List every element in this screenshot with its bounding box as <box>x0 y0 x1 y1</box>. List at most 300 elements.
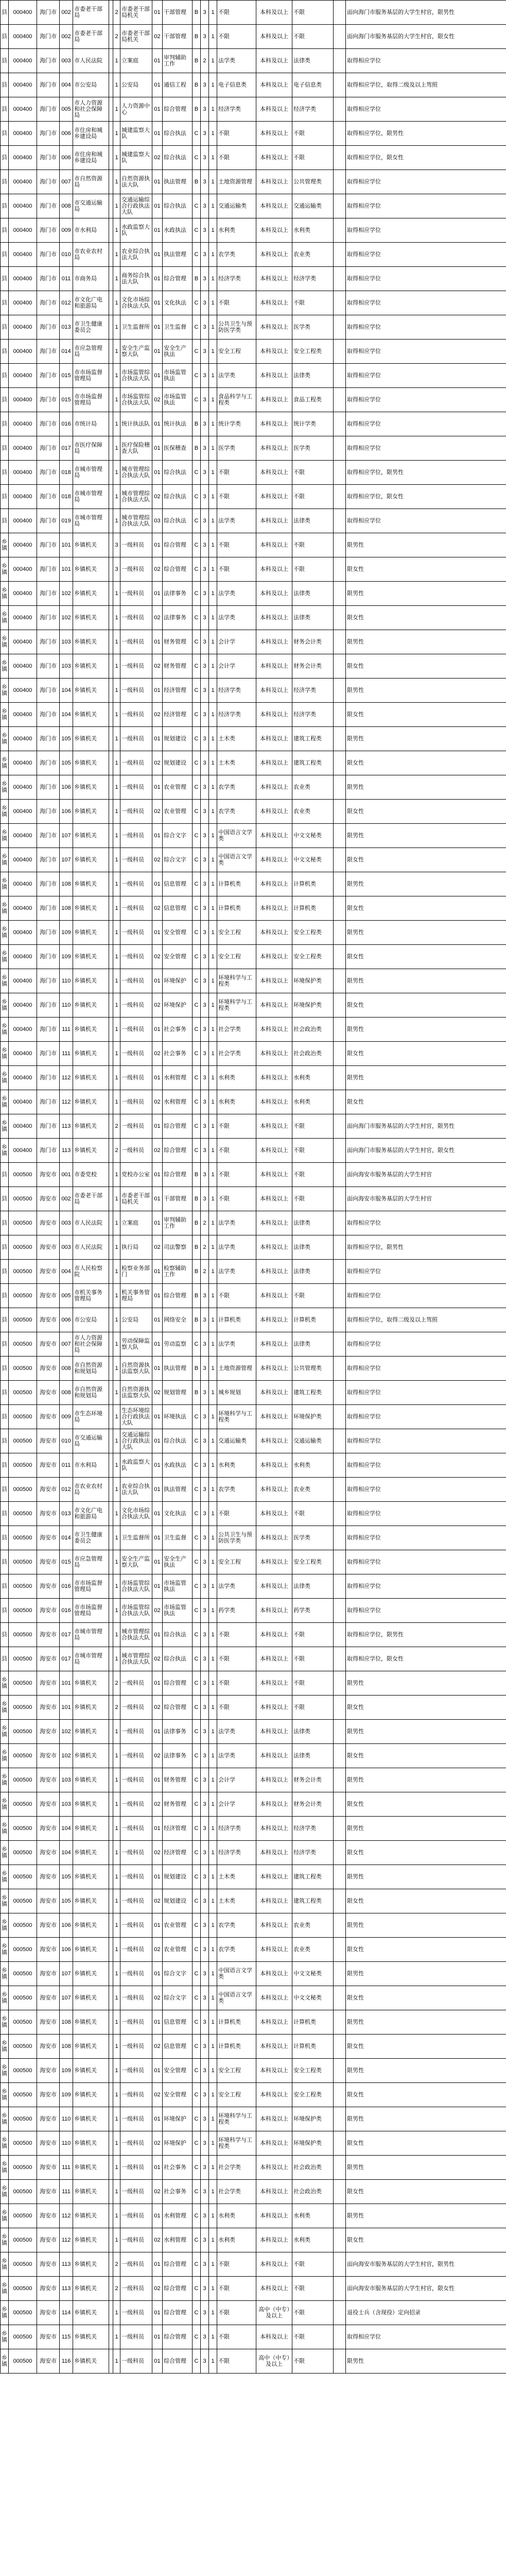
cell-major: 环境科学与工程类 <box>217 969 256 993</box>
cell-notes: 限男性 <box>346 1671 506 1696</box>
cell-education: 本科及以上 <box>256 1744 292 1768</box>
cell-unit-code: 108 <box>60 2010 73 2035</box>
cell-post-category: 水利管理 <box>163 1090 193 1114</box>
cell-major: 社会学类 <box>217 1018 256 1042</box>
cell-level: 县 <box>1 1526 9 1550</box>
cell-unit-code: 010 <box>60 243 73 267</box>
cell-unit-name: 市市场监督管理局 <box>73 364 109 388</box>
cell-city: 海门市 <box>37 436 60 461</box>
cell-num: 1 <box>209 2228 217 2252</box>
cell-unit-type <box>109 1163 113 1187</box>
cell-other <box>334 1429 346 1453</box>
cell-major-category: 法律类 <box>292 509 334 533</box>
cell-education: 本科及以上 <box>256 1381 292 1405</box>
cell-post-category: 综合管理 <box>163 533 193 557</box>
cell-unit-code: 016 <box>60 412 73 436</box>
cell-major: 不限 <box>217 1647 256 1671</box>
cell-ratio: 3 <box>201 2228 209 2252</box>
cell-num: 1 <box>209 1792 217 1817</box>
cell-unit-type <box>109 1817 113 1841</box>
cell-city: 海安市 <box>37 1405 60 1429</box>
cell-other <box>334 1913 346 1938</box>
cell-unit-name: 乡镇机关 <box>73 1066 109 1090</box>
cell-unit-code: 104 <box>60 679 73 703</box>
cell-post-count: 1 <box>113 1599 120 1623</box>
cell-major: 法学类 <box>217 606 256 630</box>
cell-level: 乡镇 <box>1 703 9 727</box>
cell-post-count: 1 <box>113 679 120 703</box>
cell-post-code: 02 <box>152 654 163 679</box>
cell-post-category: 综合管理 <box>163 1114 193 1139</box>
cell-post-category: 财务管理 <box>163 654 193 679</box>
cell-post-code: 01 <box>152 2107 163 2131</box>
cell-post-count: 1 <box>113 1187 120 1211</box>
cell-exam-type: C <box>193 630 201 654</box>
cell-major: 农学类 <box>217 1478 256 1502</box>
cell-post-category: 安全管理 <box>163 945 193 969</box>
cell-unit-name: 乡镇机关 <box>73 2325 109 2349</box>
cell-unit-type <box>109 461 113 485</box>
cell-post-name: 城建监察大队 <box>120 122 152 146</box>
cell-unit-type <box>109 25 113 49</box>
cell-exam-type: C <box>193 1865 201 1889</box>
cell-ratio: 3 <box>201 267 209 291</box>
cell-other <box>334 1502 346 1526</box>
cell-education: 本科及以上 <box>256 97 292 122</box>
cell-exam-type: C <box>193 1405 201 1429</box>
cell-dept-code: 000500 <box>9 1647 37 1671</box>
cell-ratio: 3 <box>201 340 209 364</box>
cell-notes: 取得相应学位 <box>346 1260 506 1284</box>
cell-notes: 取得相应学位 <box>346 1453 506 1478</box>
cell-post-count: 1 <box>113 606 120 630</box>
cell-post-name: 水政监察大队 <box>120 1453 152 1478</box>
cell-unit-name: 乡镇机关 <box>73 606 109 630</box>
cell-unit-code: 011 <box>60 267 73 291</box>
cell-notes: 取得相应学位 <box>346 194 506 218</box>
cell-major: 不限 <box>217 1502 256 1526</box>
cell-major: 水利类 <box>217 1066 256 1090</box>
cell-post-count: 1 <box>113 49 120 73</box>
cell-unit-type <box>109 2228 113 2252</box>
cell-ratio: 3 <box>201 1720 209 1744</box>
cell-city: 海门市 <box>37 848 60 872</box>
cell-notes: 取得相应学位 <box>346 1381 506 1405</box>
cell-major-category: 交通运输类 <box>292 194 334 218</box>
cell-notes: 取得相应学位 <box>346 364 506 388</box>
cell-notes: 限女性 <box>346 945 506 969</box>
table-row <box>1 800 506 824</box>
cell-post-count: 1 <box>113 1574 120 1599</box>
cell-city: 海安市 <box>37 2010 60 2035</box>
cell-ratio: 3 <box>201 2131 209 2156</box>
cell-ratio: 3 <box>201 461 209 485</box>
cell-unit-type <box>109 800 113 824</box>
cell-post-name: 一级科员 <box>120 775 152 800</box>
cell-post-name: 市委老干部局机关 <box>120 25 152 49</box>
table-row <box>1 2107 506 2131</box>
cell-post-code: 02 <box>152 485 163 509</box>
cell-dept-code: 000400 <box>9 1018 37 1042</box>
cell-num: 1 <box>209 1018 217 1042</box>
cell-post-category: 综合执法 <box>163 1429 193 1453</box>
cell-education: 本科及以上 <box>256 1962 292 1986</box>
cell-city: 海安市 <box>37 1696 60 1720</box>
cell-unit-name: 市住房和城乡建设局 <box>73 146 109 170</box>
cell-post-count: 1 <box>113 267 120 291</box>
table-row <box>1 824 506 848</box>
cell-other <box>334 533 346 557</box>
cell-unit-name: 乡镇机关 <box>73 1768 109 1792</box>
cell-level: 县 <box>1 73 9 97</box>
cell-post-code: 01 <box>152 267 163 291</box>
cell-post-name: 一级科员 <box>120 1986 152 2010</box>
cell-num: 1 <box>209 679 217 703</box>
cell-post-category: 规划建设 <box>163 1865 193 1889</box>
cell-post-count: 1 <box>113 1405 120 1429</box>
table-row <box>1 2180 506 2204</box>
cell-other <box>334 1018 346 1042</box>
cell-unit-code: 012 <box>60 1478 73 1502</box>
cell-exam-type: C <box>193 1938 201 1962</box>
cell-unit-name: 乡镇机关 <box>73 1671 109 1696</box>
cell-education: 本科及以上 <box>256 2107 292 2131</box>
table-row <box>1 1090 506 1114</box>
cell-exam-type: B <box>193 1235 201 1260</box>
cell-unit-code: 007 <box>60 1332 73 1357</box>
cell-other <box>334 1962 346 1986</box>
cell-exam-type: C <box>193 606 201 630</box>
cell-num: 1 <box>209 969 217 993</box>
cell-unit-name: 市水利局 <box>73 1453 109 1478</box>
cell-other <box>334 1284 346 1308</box>
cell-post-name: 一级科员 <box>120 993 152 1018</box>
cell-unit-type <box>109 1913 113 1938</box>
cell-dept-code: 000400 <box>9 1 37 25</box>
table-row <box>1 1332 506 1357</box>
cell-unit-type <box>109 2059 113 2083</box>
cell-notes: 取得相应学位 <box>346 1405 506 1429</box>
cell-num: 1 <box>209 1066 217 1090</box>
cell-level: 乡镇 <box>1 2131 9 2156</box>
cell-num: 1 <box>209 1090 217 1114</box>
cell-unit-code: 106 <box>60 1913 73 1938</box>
cell-city: 海安市 <box>37 1938 60 1962</box>
cell-unit-name: 乡镇机关 <box>73 775 109 800</box>
cell-city: 海安市 <box>37 2180 60 2204</box>
cell-post-count: 1 <box>113 1018 120 1042</box>
cell-exam-type: C <box>193 2277 201 2301</box>
cell-unit-name: 乡镇机关 <box>73 557 109 582</box>
cell-major: 法学类 <box>217 1260 256 1284</box>
cell-exam-type: C <box>193 1817 201 1841</box>
cell-city: 海门市 <box>37 73 60 97</box>
cell-other <box>334 945 346 969</box>
cell-education: 本科及以上 <box>256 775 292 800</box>
cell-ratio: 3 <box>201 751 209 775</box>
cell-education: 本科及以上 <box>256 218 292 243</box>
cell-dept-code: 000500 <box>9 2180 37 2204</box>
cell-dept-code: 000500 <box>9 1962 37 1986</box>
cell-dept-code: 000500 <box>9 1696 37 1720</box>
cell-unit-type <box>109 1720 113 1744</box>
cell-notes: 限男性 <box>346 1817 506 1841</box>
table-row <box>1 1962 506 1986</box>
cell-major: 水利类 <box>217 2204 256 2228</box>
cell-ratio: 3 <box>201 1114 209 1139</box>
cell-num: 1 <box>209 872 217 896</box>
cell-other <box>334 1453 346 1478</box>
cell-post-category: 社会事务 <box>163 1042 193 1066</box>
cell-notes: 取得相应学位，限女性 <box>346 485 506 509</box>
cell-city: 海门市 <box>37 122 60 146</box>
cell-level: 县 <box>1 1284 9 1308</box>
cell-dept-code: 000400 <box>9 703 37 727</box>
cell-post-name: 一级科员 <box>120 1090 152 1114</box>
cell-exam-type: B <box>193 1308 201 1332</box>
cell-other <box>334 1 346 25</box>
cell-post-category: 信息管理 <box>163 896 193 921</box>
cell-education: 本科及以上 <box>256 509 292 533</box>
cell-level: 县 <box>1 1647 9 1671</box>
cell-post-count: 1 <box>113 146 120 170</box>
cell-other <box>334 1235 346 1260</box>
cell-unit-code: 104 <box>60 1817 73 1841</box>
cell-post-category: 通信工程 <box>163 73 193 97</box>
cell-education: 本科及以上 <box>256 654 292 679</box>
cell-major: 社会学类 <box>217 2156 256 2180</box>
cell-other <box>334 291 346 315</box>
cell-notes: 限女性 <box>346 1841 506 1865</box>
cell-major-category: 中文文秘类 <box>292 1962 334 1986</box>
cell-education: 本科及以上 <box>256 2325 292 2349</box>
table-row <box>1 1381 506 1405</box>
cell-post-code: 02 <box>152 1938 163 1962</box>
table-row <box>1 896 506 921</box>
cell-unit-code: 103 <box>60 1792 73 1817</box>
cell-exam-type: C <box>193 533 201 557</box>
cell-major-category: 不限 <box>292 2349 334 2374</box>
cell-major-category: 环境保护类 <box>292 969 334 993</box>
cell-ratio: 3 <box>201 703 209 727</box>
cell-post-code: 01 <box>152 1865 163 1889</box>
cell-level: 县 <box>1 122 9 146</box>
cell-exam-type: C <box>193 1478 201 1502</box>
cell-notes: 取得相应学位，限男性 <box>346 1623 506 1647</box>
cell-major: 统计学类 <box>217 412 256 436</box>
cell-major: 不限 <box>217 146 256 170</box>
cell-num: 1 <box>209 2301 217 2325</box>
cell-major: 交通运输类 <box>217 1429 256 1453</box>
table-row <box>1 1550 506 1574</box>
cell-major: 农学类 <box>217 775 256 800</box>
cell-unit-code: 006 <box>60 1308 73 1332</box>
cell-ratio: 3 <box>201 1 209 25</box>
cell-post-code: 01 <box>152 1114 163 1139</box>
cell-city: 海安市 <box>37 1211 60 1235</box>
cell-unit-code: 109 <box>60 921 73 945</box>
cell-post-count: 1 <box>113 461 120 485</box>
cell-level: 乡镇 <box>1 2349 9 2374</box>
cell-post-name: 一级科员 <box>120 2059 152 2083</box>
table-row <box>1 1284 506 1308</box>
cell-major-category: 环境保护类 <box>292 993 334 1018</box>
cell-post-category: 安全生产执法 <box>163 340 193 364</box>
cell-ratio: 3 <box>201 1889 209 1913</box>
cell-city: 海门市 <box>37 218 60 243</box>
cell-num: 1 <box>209 1647 217 1671</box>
cell-city: 海门市 <box>37 557 60 582</box>
cell-post-name: 城建监察大队 <box>120 146 152 170</box>
cell-post-code: 01 <box>152 364 163 388</box>
cell-unit-type <box>109 1211 113 1235</box>
cell-post-name: 一级科员 <box>120 2301 152 2325</box>
cell-other <box>334 679 346 703</box>
table-row <box>1 194 506 218</box>
cell-num: 1 <box>209 1114 217 1139</box>
cell-education: 本科及以上 <box>256 945 292 969</box>
cell-ratio: 3 <box>201 800 209 824</box>
cell-dept-code: 000400 <box>9 340 37 364</box>
cell-dept-code: 000400 <box>9 170 37 194</box>
cell-major-category: 计算机类 <box>292 872 334 896</box>
cell-other <box>334 2252 346 2277</box>
cell-dept-code: 000400 <box>9 461 37 485</box>
cell-post-code: 02 <box>152 1139 163 1163</box>
table-row <box>1 146 506 170</box>
cell-ratio: 3 <box>201 412 209 436</box>
cell-post-code: 02 <box>152 945 163 969</box>
cell-post-name: 一级科员 <box>120 921 152 945</box>
table-row <box>1 1429 506 1453</box>
cell-unit-name: 乡镇机关 <box>73 993 109 1018</box>
cell-major: 社会学类 <box>217 2180 256 2204</box>
cell-city: 海门市 <box>37 1042 60 1066</box>
cell-post-code: 01 <box>152 2204 163 2228</box>
cell-unit-type <box>109 364 113 388</box>
cell-post-name: 公安局 <box>120 73 152 97</box>
cell-level: 乡镇 <box>1 2228 9 2252</box>
cell-major: 经济学类 <box>217 1817 256 1841</box>
table-row <box>1 2156 506 2180</box>
cell-unit-name: 市人力资源和社会保障局 <box>73 97 109 122</box>
cell-other <box>334 993 346 1018</box>
cell-post-count: 1 <box>113 1744 120 1768</box>
cell-post-count: 1 <box>113 509 120 533</box>
cell-major: 不限 <box>217 557 256 582</box>
cell-post-name: 水政监察大队 <box>120 218 152 243</box>
cell-major-category: 财务会计类 <box>292 1768 334 1792</box>
cell-num: 1 <box>209 49 217 73</box>
cell-education: 本科及以上 <box>256 1260 292 1284</box>
cell-num: 1 <box>209 2180 217 2204</box>
cell-exam-type: C <box>193 679 201 703</box>
cell-post-code: 01 <box>152 1163 163 1187</box>
cell-exam-type: C <box>193 1671 201 1696</box>
cell-other <box>334 436 346 461</box>
cell-post-code: 01 <box>152 2156 163 2180</box>
cell-num: 1 <box>209 218 217 243</box>
cell-notes: 取得相应学位 <box>346 1550 506 1574</box>
cell-education: 本科及以上 <box>256 388 292 412</box>
table-row <box>1 1720 506 1744</box>
cell-unit-name: 市人力资源和社会保障局 <box>73 1332 109 1357</box>
cell-exam-type: C <box>193 582 201 606</box>
cell-post-count: 1 <box>113 703 120 727</box>
cell-level: 县 <box>1 1163 9 1187</box>
cell-post-count: 1 <box>113 2228 120 2252</box>
cell-ratio: 3 <box>201 1405 209 1429</box>
cell-exam-type: C <box>193 872 201 896</box>
cell-dept-code: 000400 <box>9 485 37 509</box>
table-row <box>1 2277 506 2301</box>
cell-major-category: 经济学类 <box>292 267 334 291</box>
cell-notes: 限男性 <box>346 1768 506 1792</box>
cell-post-name: 执行局 <box>120 1235 152 1260</box>
cell-post-category: 综合管理 <box>163 2252 193 2277</box>
cell-post-category: 综合管理 <box>163 97 193 122</box>
cell-post-code: 01 <box>152 49 163 73</box>
cell-num: 1 <box>209 775 217 800</box>
cell-dept-code: 000400 <box>9 896 37 921</box>
cell-education: 本科及以上 <box>256 315 292 340</box>
cell-city: 海安市 <box>37 1235 60 1260</box>
cell-major-category: 不限 <box>292 122 334 146</box>
cell-unit-code: 105 <box>60 1889 73 1913</box>
cell-level: 县 <box>1 1211 9 1235</box>
cell-post-name: 一级科员 <box>120 1066 152 1090</box>
table-row <box>1 1260 506 1284</box>
cell-unit-code: 109 <box>60 2083 73 2107</box>
cell-city: 海安市 <box>37 1623 60 1647</box>
cell-post-count: 1 <box>113 872 120 896</box>
table-row <box>1 945 506 969</box>
cell-city: 海门市 <box>37 945 60 969</box>
cell-post-category: 综合管理 <box>163 557 193 582</box>
cell-major: 不限 <box>217 485 256 509</box>
cell-post-code: 02 <box>152 25 163 49</box>
cell-major: 食品科学与工程类 <box>217 388 256 412</box>
cell-num: 1 <box>209 146 217 170</box>
cell-exam-type: C <box>193 340 201 364</box>
cell-major-category: 中文文秘类 <box>292 848 334 872</box>
cell-major-category: 农业类 <box>292 1478 334 1502</box>
cell-city: 海安市 <box>37 1599 60 1623</box>
cell-post-code: 02 <box>152 388 163 412</box>
cell-post-category: 综合管理 <box>163 1671 193 1696</box>
cell-education: 本科及以上 <box>256 1574 292 1599</box>
cell-post-category: 统计执法 <box>163 412 193 436</box>
cell-unit-name: 市卫生健康委员会 <box>73 1526 109 1550</box>
cell-post-code: 01 <box>152 582 163 606</box>
cell-post-count: 1 <box>113 436 120 461</box>
cell-city: 海门市 <box>37 606 60 630</box>
cell-education: 本科及以上 <box>256 1066 292 1090</box>
cell-major-category: 不限 <box>292 1623 334 1647</box>
cell-ratio: 3 <box>201 1502 209 1526</box>
cell-level: 县 <box>1 1308 9 1332</box>
cell-post-count: 1 <box>113 2107 120 2131</box>
cell-ratio: 3 <box>201 2156 209 2180</box>
cell-major: 不限 <box>217 2349 256 2374</box>
cell-education: 本科及以上 <box>256 1792 292 1817</box>
cell-unit-type <box>109 1090 113 1114</box>
cell-notes: 限女性 <box>346 2131 506 2156</box>
cell-major-category: 不限 <box>292 2301 334 2325</box>
cell-major-category: 建筑工程类 <box>292 1865 334 1889</box>
table-row <box>1 1647 506 1671</box>
cell-level: 县 <box>1 146 9 170</box>
